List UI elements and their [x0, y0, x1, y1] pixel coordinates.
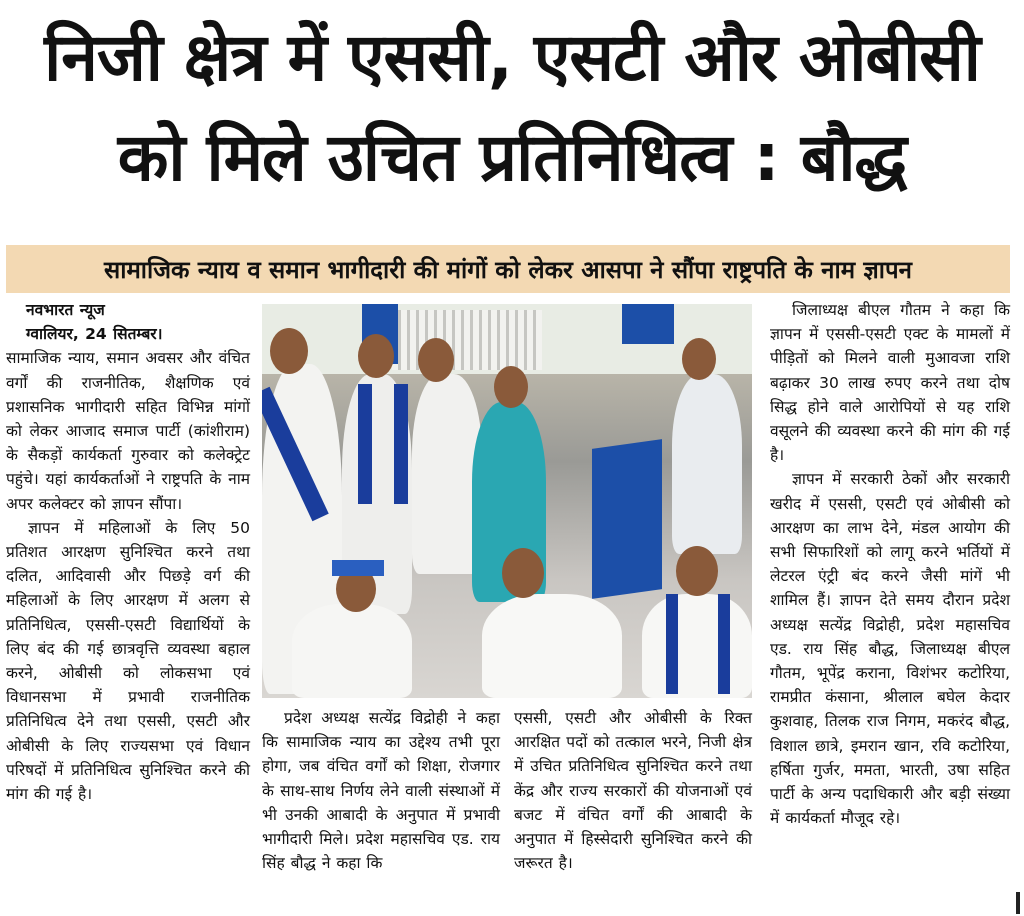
blue-sash: [718, 594, 730, 694]
byline-source: नवभारत न्यूज: [26, 301, 105, 319]
headline: [0, 8, 1024, 208]
subheadline: सामाजिक न्याय व समान भागीदारी की मांगों को लेकर आसपा ने सौंपा राष्ट्रपति के नाम ज्ञापन: [104, 255, 912, 284]
byline-dateline: ग्वालियर, 24 सितम्बर।: [26, 325, 163, 344]
person: [672, 374, 742, 554]
person-head: [682, 338, 716, 380]
blue-sash: [666, 594, 678, 694]
person-head: [358, 334, 394, 378]
blue-flag: [592, 439, 662, 599]
blue-sash: [394, 384, 408, 504]
person: [642, 594, 752, 698]
person-head: [418, 338, 454, 382]
blue-flag: [622, 304, 674, 344]
person-head: [270, 328, 308, 374]
headline-line-1: निजी क्षेत्र में एससी, एसटी और ओबीसी: [44, 19, 980, 96]
person: [292, 604, 412, 698]
subheadline-band: [6, 245, 1010, 293]
article-paragraph: जिलाध्यक्ष बीएल गौतम ने कहा कि ज्ञापन में एससी-एसटी एक्ट के मामलों में पीड़ितों को मिलने वाली मुआवजा राशि बढ़ाकर 30 लाख रुपए करने तथा दोष सिद्ध होने वाले आरोपियों से यह राशि वसूलने की व्यवस्था करने की मांग की गई है।: [770, 301, 1010, 465]
article-column-4: [770, 298, 1010, 830]
article-column-2: [262, 706, 500, 875]
person-head: [502, 548, 544, 598]
person: [482, 594, 622, 698]
article-paragraph: सामाजिक न्याय, समान अवसर और वंचित वर्गों की राजनीतिक, शैक्षणिक एवं प्रशासनिक भागीदारी सहित विभिन्न मांगों को लेकर आजाद समाज पार्टी (कांशीराम) के सैकड़ों कार्यकर्ता गुरुवार को कलेक्ट्रेट पहुंचे। यहां कार्यकर्ताओं ने राष्ट्रपति के नाम अपर कलेक्टर को ज्ञापन सौंपा।: [6, 349, 250, 513]
article-paragraph: प्रदेश अध्यक्ष सत्येंद्र विद्रोही ने कहा कि सामाजिक न्याय का उद्देश्य तभी पूरा होगा, जब वंचित वर्गों को शिक्षा, रोजगार के साथ-साथ निर्णय लेने वाली संस्थाओं में भी उनकी आबादी के अनुपात में प्रभावी भागीदारी मिले। प्रदेश महासचिव एड. राय सिंह बौद्ध ने कहा कि: [262, 709, 500, 873]
article-column-1: [6, 298, 250, 806]
headline-line-2: को मिले उचित प्रतिनिधित्व : बौद्ध: [117, 119, 907, 196]
article-paragraph: एससी, एसटी और ओबीसी के रिक्त आरक्षित पदों को तत्काल भरने, निजी क्षेत्र में उचित प्रतिनिधित्व सुनिश्चित करने तथा केंद्र और राज्य सरकारों की योजनाओं एवं बजट में वंचित वर्गों की आबादी के अनुपात में हिस्सेदारी सुनिश्चित करने की जरूरत है।: [514, 709, 752, 873]
blue-cap: [332, 560, 384, 576]
page-edge-mark: [1016, 892, 1020, 914]
blue-sash: [358, 384, 372, 504]
photo-fence: [392, 310, 542, 370]
person-head: [494, 366, 528, 408]
article-paragraph: ज्ञापन में सरकारी ठेकों और सरकारी खरीद में एससी, एसटी एवं ओबीसी को आरक्षण का लाभ देने, मंडल आयोग की सभी सिफारिशों को लागू करने भर्तियों में लेटरल एंट्री बंद करने जैसी मांगें भी शामिल हैं। ज्ञापन देते समय दौरान प्रदेश अध्यक्ष सत्येंद्र विद्रोही, प्रदेश महासचिव एड. राय सिंह बौद्ध, जिलाध्यक्ष बीएल गौतम, भूपेंद्र कराना, विशंभर कटोरिया, रामप्रीत कंसाना, श्रीलाल बघेल केदार कुशवाह, तिलक राज निगम, मकरंद बौद्ध, विशाल छात्रे, इमरान खान, रवि कटोरिया, हर्षिता गुर्जर, ममता, भारती, उषा सहित पार्टी के अन्य पदाधिकारी और बड़ी संख्या में कार्यकर्ता मौजूद रहे।: [770, 470, 1010, 828]
article-column-3: [514, 706, 752, 875]
news-photo: [262, 304, 752, 698]
person-head: [676, 546, 718, 596]
article-paragraph: ज्ञापन में महिलाओं के लिए 50 प्रतिशत आरक्षण सुनिश्चित करने तथा दलित, आदिवासी और पिछड़े वर्ग की महिलाओं के लिए आरक्षण में अलग से प्रतिनिधित्व, एससी-एसटी विद्यार्थियों के लिए बंद की गई छात्रवृत्ति व्यवस्था बहाल करने, ओबीसी को लोकसभा एवं विधानसभा में प्रभावी राजनीतिक प्रतिनिधित्व देने तथा एससी, एसटी और ओबीसी के लिए राज्यसभा एवं विधान परिषदों में प्रतिनिधित्व सुनिश्चित करने की मांग की गई है।: [6, 518, 250, 804]
